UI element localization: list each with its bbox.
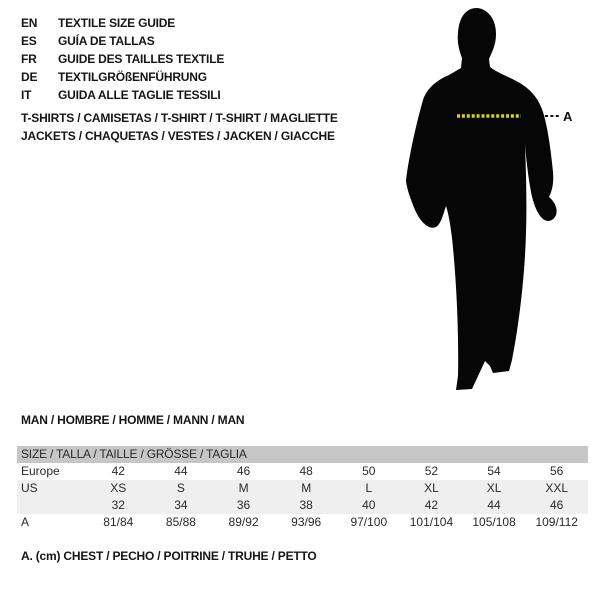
man-silhouette <box>406 8 557 390</box>
size-cell: 54 <box>487 464 501 478</box>
size-cell: 81/84 <box>103 515 134 529</box>
size-cell: L <box>365 481 373 495</box>
language-label: TEXTILE SIZE GUIDE <box>58 16 176 30</box>
size-cell: M <box>301 481 312 495</box>
size-cell: 34 <box>174 498 188 512</box>
language-label: GUIDE DES TAILLES TEXTILE <box>58 52 225 66</box>
size-cell: 48 <box>299 464 313 478</box>
section-title-man: MAN / HOMBRE / HOMME / MANN / MAN <box>21 413 245 427</box>
size-cell: 46 <box>550 498 564 512</box>
size-cell: 50 <box>362 464 376 478</box>
row-label: US <box>21 481 38 495</box>
size-cell: S <box>176 481 185 495</box>
size-cell: 40 <box>362 498 376 512</box>
language-label: GUIDA ALLE TAGLIE TESSILI <box>58 88 221 102</box>
table-row-numeric <box>17 497 588 514</box>
size-cell: 42 <box>424 498 439 512</box>
size-cell: 52 <box>424 464 439 478</box>
size-cell: 101/104 <box>409 515 454 529</box>
table-row-europe <box>17 463 588 480</box>
table-row-chest-a <box>17 514 588 531</box>
language-label: TEXTILGRÖßENFÜHRUNG <box>58 70 207 84</box>
language-label: GUÍA DE TALLAS <box>58 34 155 48</box>
size-cell: 36 <box>236 498 251 512</box>
language-code: IT <box>21 88 32 102</box>
size-cell: 46 <box>236 464 251 478</box>
category-line-jackets: JACKETS / CHAQUETAS / VESTES / JACKEN / GIACCHE <box>21 129 335 143</box>
size-cell: XS <box>110 481 127 495</box>
size-cell: XL <box>486 481 502 495</box>
size-cell: XL <box>424 481 439 495</box>
size-cell: 85/88 <box>165 515 196 529</box>
size-cell: 44 <box>174 464 188 478</box>
footnote-chest-legend: A. (cm) CHEST / PECHO / POITRINE / TRUHE / PETTO <box>21 549 317 563</box>
category-line-tshirts: T-SHIRTS / CAMISETAS / T-SHIRT / T-SHIRT / MAGLIETTE <box>21 111 338 125</box>
language-code: EN <box>21 16 38 30</box>
table-row-us <box>17 480 588 497</box>
size-cell: 105/108 <box>472 515 516 529</box>
size-cell: 42 <box>111 464 125 478</box>
size-cell: 56 <box>550 464 564 478</box>
size-cell: 44 <box>487 498 501 512</box>
size-cell: 89/92 <box>228 515 259 529</box>
row-label: Europe <box>21 464 60 478</box>
size-cell: 97/100 <box>350 515 388 529</box>
size-table <box>17 446 588 531</box>
size-cell: XXL <box>545 481 569 495</box>
size-cell: 38 <box>299 498 313 512</box>
language-code: FR <box>21 52 37 66</box>
size-cell: 109/112 <box>535 515 578 529</box>
language-code: DE <box>21 70 38 84</box>
language-code: ES <box>21 34 37 48</box>
row-label: A <box>21 515 30 529</box>
row-label <box>17 497 87 514</box>
table-header: SIZE / TALLA / TAILLE / GRÖSSE / TAGLIA <box>17 446 588 463</box>
size-cell: 32 <box>111 498 125 512</box>
size-cell: M <box>238 481 249 495</box>
measure-label-a: A <box>563 109 573 124</box>
size-cell: 93/96 <box>291 515 322 529</box>
